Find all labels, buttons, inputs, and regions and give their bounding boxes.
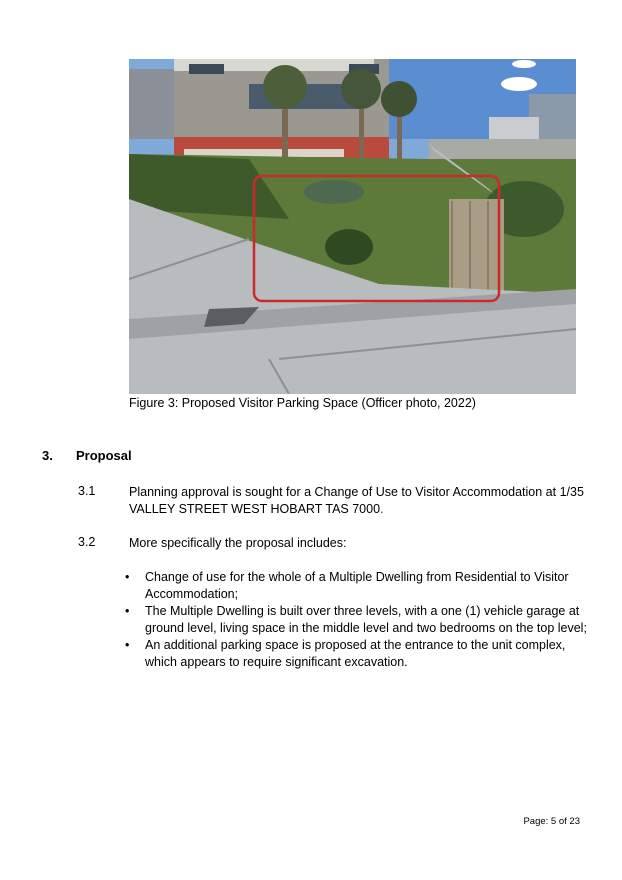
paragraph-trailing-mark: . bbox=[380, 502, 384, 516]
bullet-icon: • bbox=[125, 638, 130, 652]
paragraph-number: 3.1 bbox=[78, 484, 96, 498]
figure-photo bbox=[129, 59, 576, 394]
list-item: • The Multiple Dwelling is built over three levels, with a one (1) vehicle garage at ground level, living space in the middle level and two bedrooms on the top level; bbox=[125, 604, 587, 635]
proposal-bullet-list bbox=[118, 569, 588, 671]
section-number: 3. bbox=[42, 448, 53, 463]
figure-caption: Figure 3: Proposed Visitor Parking Space (Officer photo, 2022) bbox=[129, 396, 476, 410]
bullet-icon: • bbox=[125, 570, 130, 584]
list-item: • Change of use for the whole of a Multiple Dwelling from Residential to Visitor Accommodation; bbox=[125, 570, 569, 601]
section-title: Proposal bbox=[76, 448, 132, 463]
bullet-icon: • bbox=[125, 604, 130, 618]
paragraph-text: Planning approval is sought for a Change of Use to Visitor Accommodation at 1/35 VALLEY STREET WEST HOBART TAS 7000. bbox=[129, 485, 584, 516]
paragraph-number: 3.2 bbox=[78, 535, 96, 549]
list-item: • An additional parking space is proposed at the entrance to the unit complex, which appears to require significant excavation. bbox=[125, 638, 566, 669]
paragraph-text: More specifically the proposal includes: bbox=[129, 536, 347, 550]
page-number: Page: 5 of 23 bbox=[523, 816, 580, 827]
